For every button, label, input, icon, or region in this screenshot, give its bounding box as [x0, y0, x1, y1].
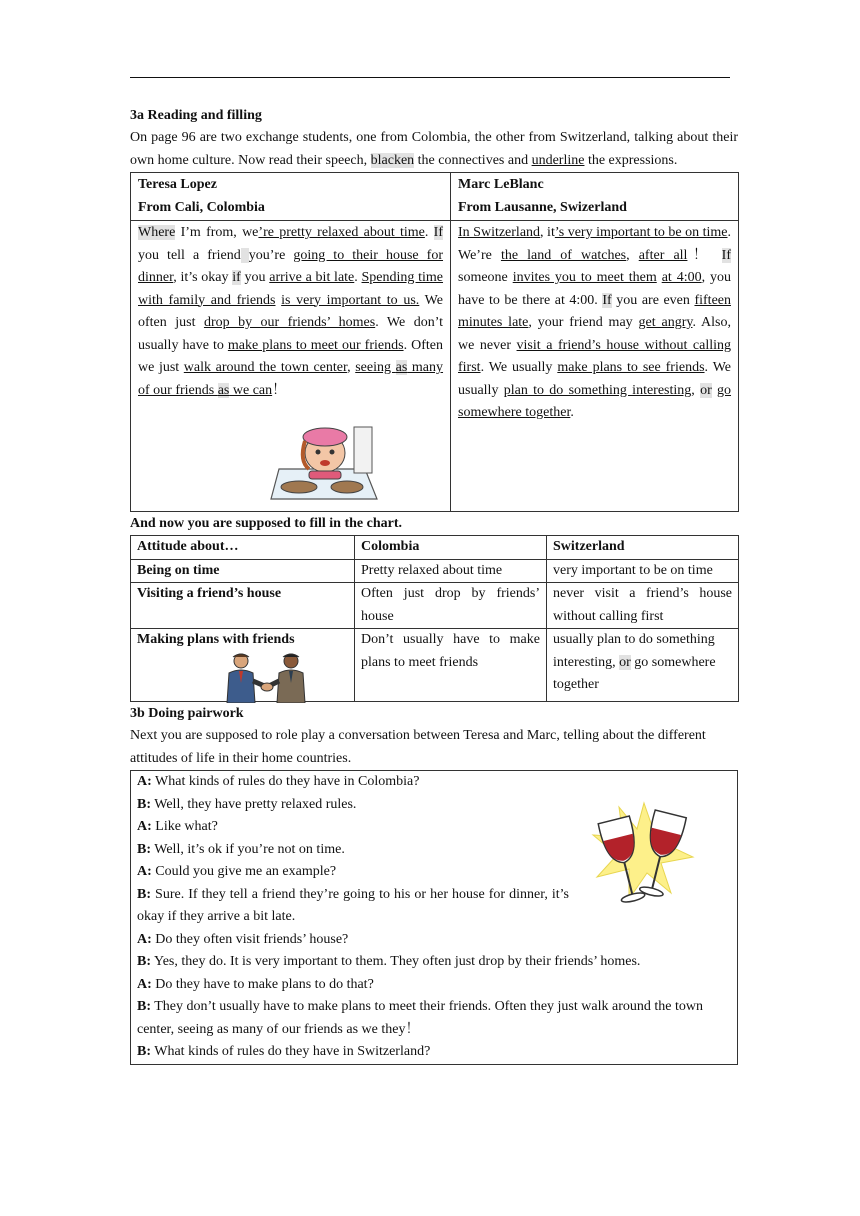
chart-header-switzerland: Switzerland — [547, 536, 739, 560]
expression: ’re pretty relaxed about time — [258, 225, 425, 240]
speech-text: you are even — [611, 292, 695, 308]
teresa-header — [131, 173, 451, 221]
speech-text: , — [347, 360, 356, 375]
connective: if — [232, 270, 241, 285]
chart-row — [131, 559, 739, 583]
speech-text: , your friend may — [528, 315, 639, 330]
speaker-label: A: — [137, 819, 152, 834]
dialogue-line — [137, 1041, 731, 1064]
speech-table — [130, 172, 739, 512]
expression: In Switzerland — [458, 225, 541, 240]
speech-text: , it’s okay — [173, 270, 233, 285]
connective: as — [395, 360, 408, 375]
expression: we can — [229, 382, 273, 398]
expression: is very important to us. — [281, 292, 420, 308]
expression: fifteen minutes late — [458, 292, 731, 330]
speaker-label: B: — [137, 954, 151, 969]
speech-text: . We usually — [458, 360, 732, 398]
dialogue-line — [137, 884, 569, 929]
speech-text: We often just — [138, 292, 443, 330]
dialogue-text: Like what? — [151, 819, 218, 834]
marc-speech — [458, 222, 731, 425]
speaker-label: B: — [137, 1044, 151, 1059]
expression: invites you to meet them — [512, 270, 657, 285]
dialogue-line — [137, 951, 731, 974]
expression: Spending time with family and friends — [138, 270, 444, 308]
speaker-label: B: — [137, 841, 151, 857]
connective: If — [602, 292, 612, 308]
girl-eating-illustration — [269, 421, 381, 503]
speech-text: . We usually — [480, 360, 558, 375]
dialogue-line — [137, 929, 731, 952]
chart-header-attitude: Attitude about… — [131, 536, 355, 560]
teresa-name: Teresa Lopez — [138, 177, 217, 192]
chart-row — [131, 629, 739, 702]
worksheet — [130, 105, 738, 1065]
dialogue-text: What kinds of rules do they have in Switzerland? — [151, 1044, 431, 1059]
section-3b-title: 3b Doing pairwork — [130, 706, 244, 721]
chart-switzerland: usually plan to do something interesting, or go somewhere together — [547, 629, 739, 702]
dialogue-line — [137, 996, 731, 1041]
dialogue-text: Well, they have pretty relaxed rules. — [151, 796, 357, 812]
dialogue-text: Do they have to make plans to do that? — [151, 976, 374, 992]
section-3a-title: 3a Reading and filling — [130, 108, 262, 123]
speech-text: you tell a friend — [138, 247, 241, 263]
dialogue-box — [130, 770, 738, 1065]
section-3b-intro: Next you are supposed to role play a conversation between Teresa and Marc, telling about the different attitudes of life in their home countries. — [130, 728, 706, 766]
expression: walk around the town center — [183, 360, 348, 375]
handshake-illustration — [219, 653, 315, 703]
connective-or: or — [619, 654, 631, 670]
dialogue-line — [137, 974, 731, 997]
dialogue-text: What kinds of rules do they have in Colombia? — [151, 774, 420, 789]
chart-intro: And now you are supposed to fill in the chart. — [130, 516, 403, 531]
expression: ’s very important to be on time — [554, 225, 728, 240]
speaker-row — [131, 173, 739, 221]
dialogue-text: Could you give me an example? — [151, 864, 337, 879]
connective: as — [217, 382, 230, 398]
speech-text: . — [354, 270, 362, 285]
expression: visit a friend’s house without calling first — [458, 337, 731, 375]
expression: the land of watches — [500, 247, 627, 263]
marc-origin: From Lausanne, Swizerland — [458, 199, 627, 215]
chart-header-colombia: Colombia — [355, 536, 547, 560]
chart-colombia: Don’t usually have to make plans to meet friends — [355, 629, 547, 702]
dialogue-line — [137, 771, 731, 794]
speaker-label: B: — [137, 886, 151, 902]
speaker-label: A: — [137, 774, 152, 789]
blacken-word: blacken — [370, 152, 415, 168]
expression: going to their house for dinner — [138, 247, 444, 285]
speech-text: you — [240, 270, 270, 285]
expression: many of our friends — [138, 360, 444, 398]
speech-text: ！ — [687, 247, 722, 263]
chart-attitude: Visiting a friend’s house — [131, 583, 355, 629]
expression: make plans to meet our friends — [227, 337, 404, 353]
wine-glasses-illustration — [589, 799, 699, 917]
chart-attitude: Being on time — [131, 559, 355, 583]
dialogue-text: Sure. If they tell a friend they’re going to his or her house for dinner, it’s okay if they arrive a bit late. — [137, 886, 569, 924]
expression: drop by our friends’ homes — [203, 315, 376, 330]
speech-text: , — [691, 382, 701, 398]
dialogue-text: Yes, they do. It is very important to them. They often just drop by their friends’ homes. — [151, 954, 641, 969]
speaker-label: B: — [137, 999, 151, 1014]
speaker-label: B: — [137, 796, 151, 812]
underline-word: underline — [531, 152, 585, 168]
chart-header-row — [131, 536, 739, 560]
connective: If — [433, 225, 443, 240]
speech-text: , it — [540, 225, 555, 240]
expression: seeing — [355, 360, 396, 375]
expression: go somewhere together — [458, 382, 732, 420]
expression: at 4:00 — [661, 270, 702, 285]
section-3a-intro: On page 96 are two exchange students, one from Colombia, the other from Switzerland, talking about their own home culture. Now read their speech, blacken the connectives and underline the expressions. — [130, 130, 738, 168]
speaker-label: A: — [137, 864, 152, 879]
expression: plan to do something interesting — [503, 382, 692, 398]
speech-text: ！ — [272, 382, 287, 398]
expression: make plans to see friends — [557, 360, 705, 375]
chart-switzerland: very important to be on time — [547, 559, 739, 583]
chart-colombia: Often just drop by friends’ house — [355, 583, 547, 629]
teresa-origin: From Cali, Colombia — [138, 199, 265, 215]
dialogue-text: Do they often visit friends’ house? — [151, 931, 349, 947]
header-rule — [130, 77, 730, 78]
connective: or — [700, 382, 712, 398]
expression: arrive a bit late — [269, 270, 355, 285]
speech-text: you’re — [248, 247, 294, 263]
marc-header — [451, 173, 739, 221]
chart-attitude: Making plans with friends — [137, 632, 295, 647]
speech-text: . — [424, 225, 434, 240]
chart-colombia: Pretty relaxed about time — [355, 559, 547, 583]
speech-text: , you have to be there at 4:00. — [458, 270, 732, 308]
expression: get angry — [638, 315, 693, 330]
speech-text: . We’re — [458, 225, 732, 263]
connective: Where — [138, 225, 176, 240]
speech-text: . — [570, 405, 574, 420]
connective: If — [721, 247, 731, 263]
connective — [241, 248, 249, 263]
speech-text: . Also, we never — [458, 315, 731, 353]
dialogue-text: Well, it’s ok if you’re not on time. — [151, 841, 345, 857]
speech-text: someone — [458, 270, 513, 285]
speaker-label: A: — [137, 976, 152, 992]
speech-text: . We don’t usually have to — [138, 315, 443, 353]
chart-row — [131, 583, 739, 629]
speech-text: I’m from, we — [175, 225, 259, 240]
chart-switzerland: never visit a friend’s house without calling first — [547, 583, 739, 629]
dialogue-text: They don’t usually have to make plans to meet their friends. Often they just walk around the town center, seeing as many of our friends as we they！ — [137, 999, 703, 1037]
teresa-speech — [138, 222, 443, 402]
marc-speech-cell — [451, 221, 739, 512]
speaker-label: A: — [137, 931, 152, 947]
speech-text: , — [626, 247, 639, 263]
attitude-chart — [130, 535, 739, 702]
chart-attitude-cell — [131, 629, 355, 702]
speech-text: . Often we just — [138, 337, 443, 375]
speech-row — [131, 221, 739, 512]
teresa-speech-cell — [131, 221, 451, 512]
expression: after all — [638, 247, 688, 263]
marc-name: Marc LeBlanc — [458, 177, 544, 192]
